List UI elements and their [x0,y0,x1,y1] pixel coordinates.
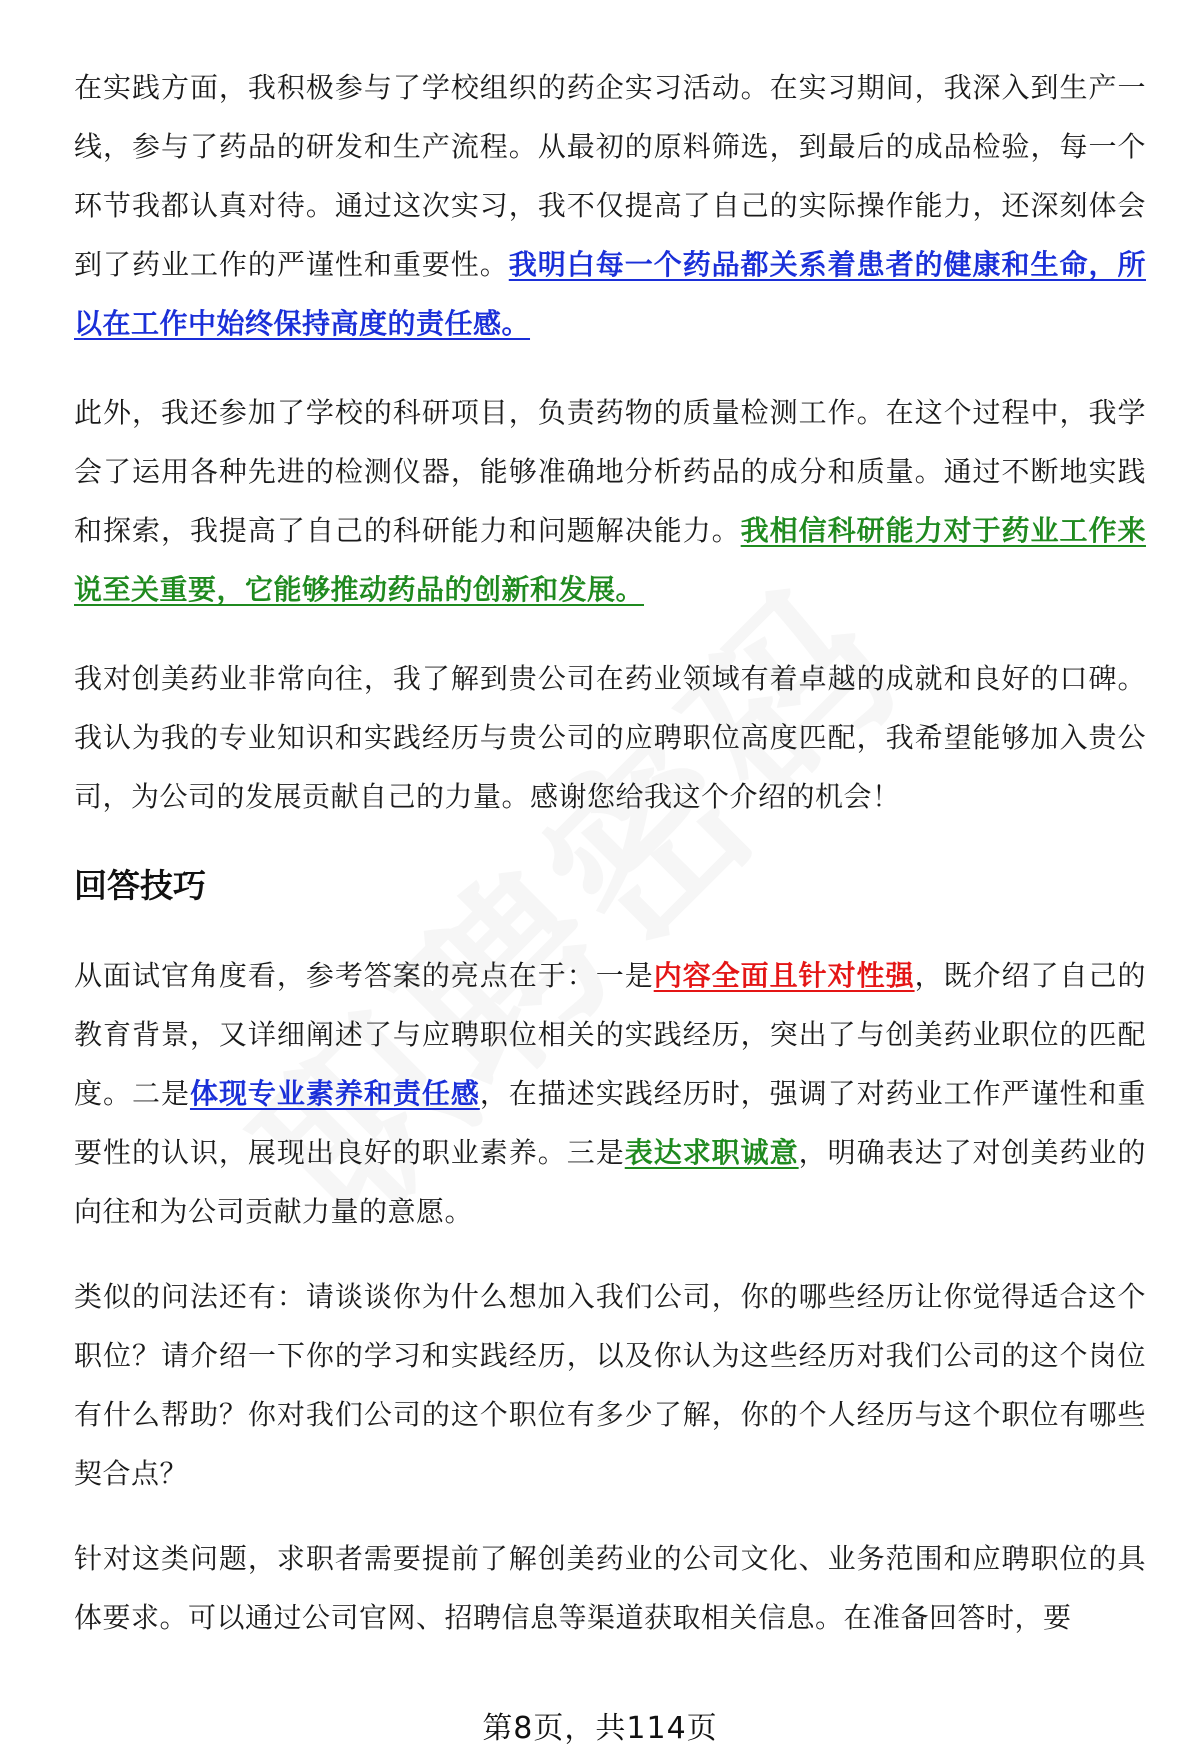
paragraph-text: 在实践方面，我积极参与了学校组织的药企实习活动。在实习期间，我深入到生产一线，参与了药品的研发和生产流程。从最初的原料筛选，到最后的成品检验，每一个环节我都认真对待。通过这次实习，我不仅提高了自己的实际操作能力，还深刻体会到了药业工作的严谨性和重要性。 [74,71,1146,281]
paragraph-research [74,383,1146,619]
highlight-research: 我相信科研能力对于药业工作来说至关重要，它能够推动药品的创新和发展。 [74,514,1146,606]
paragraph-text: 此外，我还参加了学校的科研项目，负责药物的质量检测工作。在这个过程中，我学会了运用各种先进的检测仪器，能够准确地分析药品的成分和质量。通过不断地实践和探索，我提高了自己的科研能力和问题解决能力。 [74,396,1146,547]
paragraph-aspiration: 我对创美药业非常向往，我了解到贵公司在药业领域有着卓越的成就和良好的口碑。我认为我的专业知识和实践经历与贵公司的应聘职位高度匹配，我希望能够加入贵公司，为公司的发展贡献自己的力量。感谢您给我这个介绍的机会！ [74,662,1146,813]
tip-text: ，明确表达了对创美药业的向往和为公司贡献力量的意愿。 [74,1136,1146,1228]
paragraph-preparation: 针对这类问题，求职者需要提前了解创美药业的公司文化、业务范围和应聘职位的具体要求。可以通过公司官网、招聘信息等渠道获取相关信息。在准备回答时，要 [74,1542,1146,1634]
highlight-comprehensive: 内容全面且针对性强 [653,959,915,992]
tip-text: ，在描述实践经历时，强调了对药业工作严谨性和重要性的认识，展现出良好的职业素养。三是 [74,1077,1146,1169]
paragraph-tips-highlights [74,946,1146,1241]
paragraph-practice [74,58,1146,353]
highlight-professionalism: 体现专业素养和责任感 [189,1077,480,1110]
paragraph-similar-questions: 类似的问法还有：请谈谈你为什么想加入我们公司，你的哪些经历让你觉得适合这个职位？请介绍一下你的学习和实践经历，以及你认为这些经历对我们公司的这个岗位有什么帮助？你对我们公司的这个职位有多少了解，你的个人经历与这个职位有哪些契合点？ [74,1280,1146,1490]
document-page [74,58,1146,1647]
section-heading: 回答技巧 [74,866,206,905]
highlight-sincerity: 表达求职诚意 [624,1136,799,1169]
page-number: 第8页，共114页 [482,1711,718,1746]
tip-text: 从面试官角度看，参考答案的亮点在于：一是 [74,959,654,992]
highlight-responsibility: 我明白每一个药品都关系着患者的健康和生命，所以在工作中始终保持高度的责任感。 [74,248,1146,340]
tip-text: ，既介绍了自己的教育背景，又详细阐述了与应聘职位相关的实践经历，突出了与创美药业职位的匹配度。二是 [74,959,1146,1110]
